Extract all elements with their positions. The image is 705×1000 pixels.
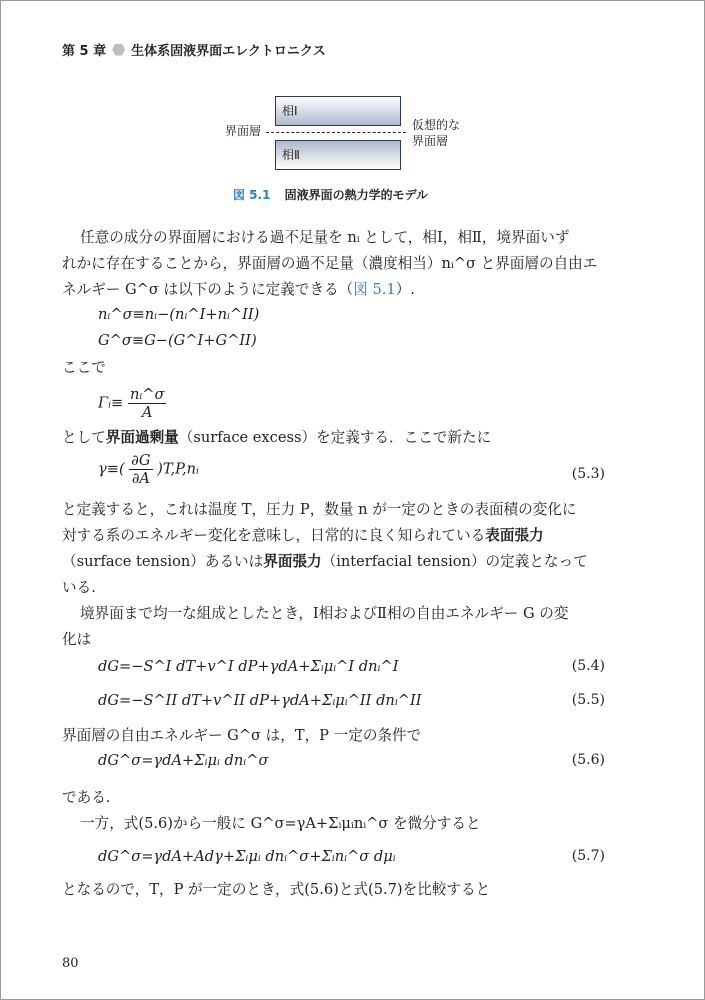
para3-line1: 境界面まで均一な組成としたとき，Ⅰ相およびⅡ相の自由エネルギー G の変 <box>80 605 569 622</box>
eq53-fraction <box>129 452 152 487</box>
equation-number-5-3: (5.3) <box>571 466 605 482</box>
equation-number-5-6: (5.6) <box>571 752 605 768</box>
surface-excess-prefix: として <box>62 429 106 446</box>
caption-number: 図 5.1 <box>233 188 271 202</box>
chapter-title: 生体系固液界面エレクトロニクス <box>131 44 326 59</box>
equation-5-6: dG^σ=γdA+Σᵢμᵢ dnᵢ^σ <box>98 752 269 769</box>
equation-number-5-5: (5.5) <box>571 692 605 708</box>
interface-layer-label: 界面層 <box>225 124 262 138</box>
gamma-numerator: nᵢ^σ <box>129 386 165 403</box>
gamma-denominator: A <box>141 404 153 421</box>
equation-number-5-7: (5.7) <box>571 848 605 864</box>
equation-5-7: dG^σ=γdA+Adγ+Σᵢμᵢ dnᵢ^σ+Σᵢnᵢ^σ dμᵢ <box>98 848 396 865</box>
surface-excess-line <box>62 428 491 448</box>
para6: となるので，T，P が一定のとき，式(5.6)と式(5.7)を比較すると <box>62 881 491 898</box>
figure-5-1 <box>220 94 490 180</box>
equation-5-4: dG=−S^I dT+v^I dP+γdA+Σᵢμᵢ^I dnᵢ^I <box>98 658 399 675</box>
para2-line2 <box>62 526 544 546</box>
phase-2-label: 相Ⅱ <box>282 148 300 162</box>
para3-line2: 化は <box>62 631 92 648</box>
figure-caption <box>233 186 428 203</box>
para5: 一方，式(5.6)から一般に G^σ=γA+Σᵢμᵢnᵢ^σ を微分すると <box>80 815 481 832</box>
page-number: 80 <box>62 956 79 971</box>
hexagon-icon <box>112 44 125 56</box>
para2-line1: と定義すると，これは温度 T，圧力 P，数量 n が一定のときの表面積の変化に <box>62 501 577 518</box>
eq53-denominator: ∂A <box>131 470 150 487</box>
phase-1-box <box>275 96 401 126</box>
running-header <box>62 40 326 59</box>
koko-de-text: ここで <box>62 359 106 376</box>
caption-text: 固液界面の熱力学的モデル <box>284 188 429 202</box>
virtual-layer-label-line2: 界面層 <box>412 134 449 148</box>
para4: 界面層の自由エネルギー G^σ は，T，P 一定の条件で <box>62 727 422 744</box>
equation-excess-energy: G^σ≡G−(G^I+G^II) <box>98 332 257 349</box>
para2-line3-suffix: （interfacial tension）の定義となって <box>321 553 588 570</box>
para2-line3-prefix: （surface tension）あるいは <box>62 553 264 570</box>
equation-excess-amount: nᵢ^σ≡nᵢ−(nᵢ^I+nᵢ^II) <box>98 306 260 323</box>
phase-1-label: 相Ⅰ <box>282 104 298 118</box>
virtual-layer-label-line1: 仮想的な <box>412 118 461 132</box>
eq53-numerator: ∂G <box>131 452 151 469</box>
phase-2-box <box>275 140 401 170</box>
gamma-lhs: Γᵢ≡ <box>98 394 124 412</box>
para1-line3-end: ）. <box>395 281 415 298</box>
chapter-label: 第 5 章 <box>62 44 107 59</box>
para1-line1: 任意の成分の界面層における過不足量を nᵢ として，相Ⅰ，相Ⅱ，境界面いず <box>80 229 570 246</box>
surface-excess-suffix: （surface excess）を定義する．ここで新たに <box>178 429 492 446</box>
figure-reference-link[interactable]: 図 5.1 <box>353 281 396 298</box>
para1-line3 <box>62 280 415 300</box>
interfacial-tension-term: 界面張力 <box>263 553 322 570</box>
equation-number-5-4: (5.4) <box>571 658 605 674</box>
de-aru-text: である. <box>62 789 111 806</box>
para1-line3-text: ネルギー G^σ は以下のように定義できる（ <box>62 281 354 298</box>
eq53-lhs: γ≡( <box>98 460 125 478</box>
para1-line2: れかに存在することから，界面層の過不足量（濃度相当）nᵢ^σ と界面層の自由エ <box>62 255 598 272</box>
interface-dashed-line <box>266 132 406 133</box>
gamma-fraction <box>128 386 167 421</box>
surface-excess-term: 界面過剰量 <box>105 429 179 446</box>
para2-line3 <box>62 552 588 572</box>
para2-line2-text: 対する系のエネルギー変化を意味し，日常的に良く知られている <box>62 527 486 544</box>
equation-5-5: dG=−S^II dT+v^II dP+γdA+Σᵢμᵢ^II dnᵢ^II <box>98 692 422 709</box>
para2-line4: いる. <box>62 579 96 596</box>
equation-5-3 <box>98 452 199 487</box>
equation-surface-excess <box>98 386 166 421</box>
surface-tension-term: 表面張力 <box>485 527 544 544</box>
eq53-rhs: )T,P,nᵢ <box>157 460 199 478</box>
